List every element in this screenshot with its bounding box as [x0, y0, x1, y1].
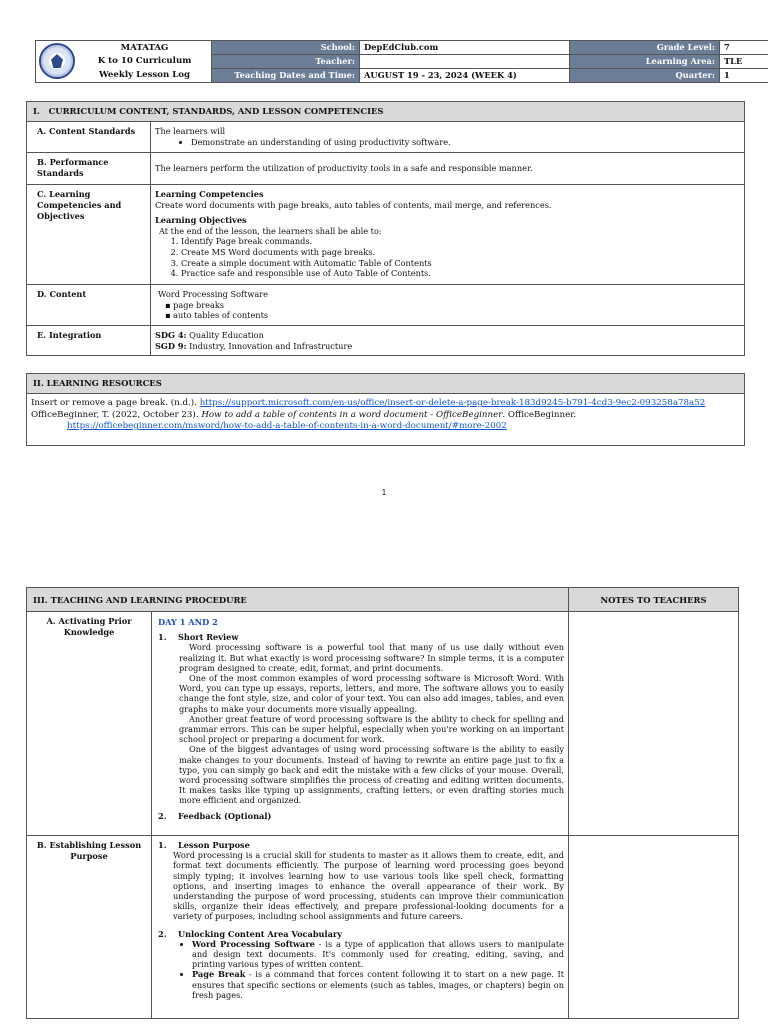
section-3-heading: III. TEACHING AND LEARNING PROCEDURE	[27, 588, 569, 612]
school-label: School:	[212, 41, 360, 55]
lc-title: Learning Competencies	[155, 189, 264, 199]
prior-knowledge-label: A. Activating Prior Knowledge	[27, 612, 152, 836]
integration-label: E. Integration	[27, 326, 151, 356]
content-standards-label: A. Content Standards	[27, 122, 151, 153]
content-cell	[151, 285, 745, 326]
notes-cell-purpose	[569, 836, 739, 1019]
lesson-purpose-title: 1. Lesson Purpose	[158, 840, 250, 850]
page-number: 1	[381, 488, 387, 497]
short-review-title: 1. Short Review	[158, 632, 239, 643]
content-standards-cell	[151, 122, 745, 153]
teacher-label: Teacher:	[212, 55, 360, 69]
dates-label: Teaching Dates and Time:	[212, 69, 360, 83]
procedure-table	[26, 587, 739, 1019]
day-label: DAY 1 AND 2	[158, 617, 218, 627]
content-item: ▪ page breaks	[165, 299, 225, 310]
content-item: ▪ auto tables of contents	[165, 310, 269, 321]
lesson-purpose-cell	[152, 836, 569, 1019]
content-standards-intro: The learners will	[155, 126, 226, 136]
reference-2-link[interactable]: https://officebeginner.com/msword/how-to-add-a-table-of-contents-in-a-word-document/#more-2002	[67, 421, 507, 431]
lo-title: Learning Objectives	[155, 215, 247, 226]
content-title: Word Processing Software	[158, 289, 268, 299]
header-title-line-2: K to 10 Curriculum	[97, 56, 192, 67]
objective-item: 4. Practice safe and responsible use of Auto Table of Contents.	[181, 268, 740, 279]
school-value: DepEdClub.com	[360, 41, 570, 55]
section-2-heading: II. LEARNING RESOURCES	[27, 374, 745, 394]
prior-knowledge-cell	[152, 612, 569, 836]
vocabulary-item: • Word Processing Software - is a type of application that allows users to manipulate and design text documents. It's commonly used for creating, editing, saving, and printing various types of written content.	[192, 939, 564, 970]
resources-cell	[27, 394, 745, 446]
sdg9-line: SGD 9: Industry, Innovation and Infrastructure	[155, 340, 353, 351]
content-standards-bullet: • Demonstrate an understanding of using productivity software.	[191, 137, 740, 148]
objective-item: 2. Create MS Word documents with page breaks.	[181, 247, 740, 258]
review-paragraph: One of the most common examples of word processing software is Microsoft Word. With Word, you can type up essays, reports, letters, and more. The software allows you to easily change the font style, size, and color of your text. You can also add images, tables, and even graphs to make your documents more visually appealing.	[179, 673, 565, 714]
grade-value: 7	[720, 41, 768, 55]
competencies-label: C. Learning Competencies and Objectives	[27, 185, 151, 285]
reference-2: OfficeBeginner, T. (2022, October 23). How to add a table of contents in a word document - OfficeBeginner. OfficeBeginner.	[31, 410, 577, 420]
vocabulary-list	[158, 939, 564, 1000]
review-paragraph: One of the biggest advantages of using word processing software is the ability to easily make changes to your documents. Instead of having to rewrite an entire page just to fix a typo, you can simply go back and edit the mistake with a few clicks of your mouse. Overall, word processing software simplifies the process of creating and editing written documents. It makes tasks like typing up assignments, crafting letters, or even drafting stories much more efficient and organized.	[179, 744, 565, 806]
vocabulary-item: • Page Break - is a command that forces content following it to start on a new page. It ensures that specific sections or elements (such as tables, images, or chapters) begin on fresh pages.	[192, 969, 564, 1000]
learning-area-label: Learning Area:	[570, 55, 720, 69]
notes-heading: NOTES TO TEACHERS	[569, 588, 739, 612]
vocabulary-title: 2. Unlocking Content Area Vocabulary	[158, 928, 342, 939]
notes-cell-prior	[569, 612, 739, 836]
review-paragraph: Another great feature of word processing software is the ability to check for spelling and grammar errors. This can be super helpful, especially when you're working on an important school project or preparing a document for work.	[179, 713, 565, 745]
header-title-cell	[36, 41, 212, 83]
quarter-value: 1	[720, 69, 768, 83]
grade-label: Grade Level:	[570, 41, 720, 55]
section-1-heading: I. CURRICULUM CONTENT, STANDARDS, AND LESSON COMPETENCIES	[27, 102, 745, 122]
lesson-purpose-label: B. Establishing Lesson Purpose	[27, 836, 152, 1019]
objectives-list	[155, 236, 740, 278]
header-title-line-1: MATATAG	[120, 43, 169, 53]
feedback-title: 2. Feedback (Optional)	[158, 810, 272, 821]
header-table	[35, 40, 768, 83]
competencies-cell	[151, 185, 745, 285]
reference-1-link[interactable]: https://support.microsoft.com/en-us/office/insert-or-delete-a-page-break-183d9245-b791-4cd3-9ec2-093258a78a52	[199, 398, 706, 408]
lc-text: Create word documents with page breaks, auto tables of contents, mail merge, and references.	[155, 199, 552, 210]
header-title-line-3: Weekly Lesson Log	[98, 69, 191, 80]
objective-item: 1. Identify Page break commands.	[181, 236, 740, 247]
deped-seal-logo	[39, 43, 75, 79]
integration-cell	[151, 326, 745, 356]
lo-intro: At the end of the lesson, the learners shall be able to:	[159, 225, 382, 236]
lesson-purpose-paragraph: Word processing is a crucial skill for students to master as it allows them to create, edit, and format text documents efficiently. The purpose of learning word processing goes beyond simply typing; it involves learning how to use various tools like spell check, formatting options, and inserting images to enhance the overall appearance of their work. By understanding the purpose of word processing, students can improve their communication skills, organize their ideas effectively, and prepare professional-looking documents for a variety of purposes, including school assignments and future careers.	[173, 850, 565, 922]
reference-1: Insert or remove a page break. (n.d.). https://support.microsoft.com/en-us/office/insert-or-delete-a-page-break-183d9245-b791-4cd3-9ec2-093258a78a52	[31, 398, 706, 408]
curriculum-table	[26, 101, 745, 356]
performance-standards-text: The learners perform the utilization of productivity tools in a safe and responsible manner.	[151, 153, 745, 185]
performance-standards-label: B. Performance Standards	[27, 153, 151, 185]
learning-area-value: TLE	[720, 55, 768, 69]
objective-item: 3. Create a simple document with Automatic Table of Contents	[181, 258, 740, 269]
teacher-value	[360, 55, 570, 69]
review-paragraph: Word processing software is a powerful tool that many of us use daily without even realizing it. But what exactly is word processing software? In simple terms, it is a computer program designed to create, edit, format, and print documents.	[179, 642, 565, 673]
resources-table	[26, 373, 745, 446]
quarter-label: Quarter:	[570, 69, 720, 83]
dates-value: AUGUST 19 - 23, 2024 (WEEK 4)	[360, 69, 570, 83]
sdg4-line: SDG 4: Quality Education	[155, 330, 264, 340]
content-label: D. Content	[27, 285, 151, 326]
